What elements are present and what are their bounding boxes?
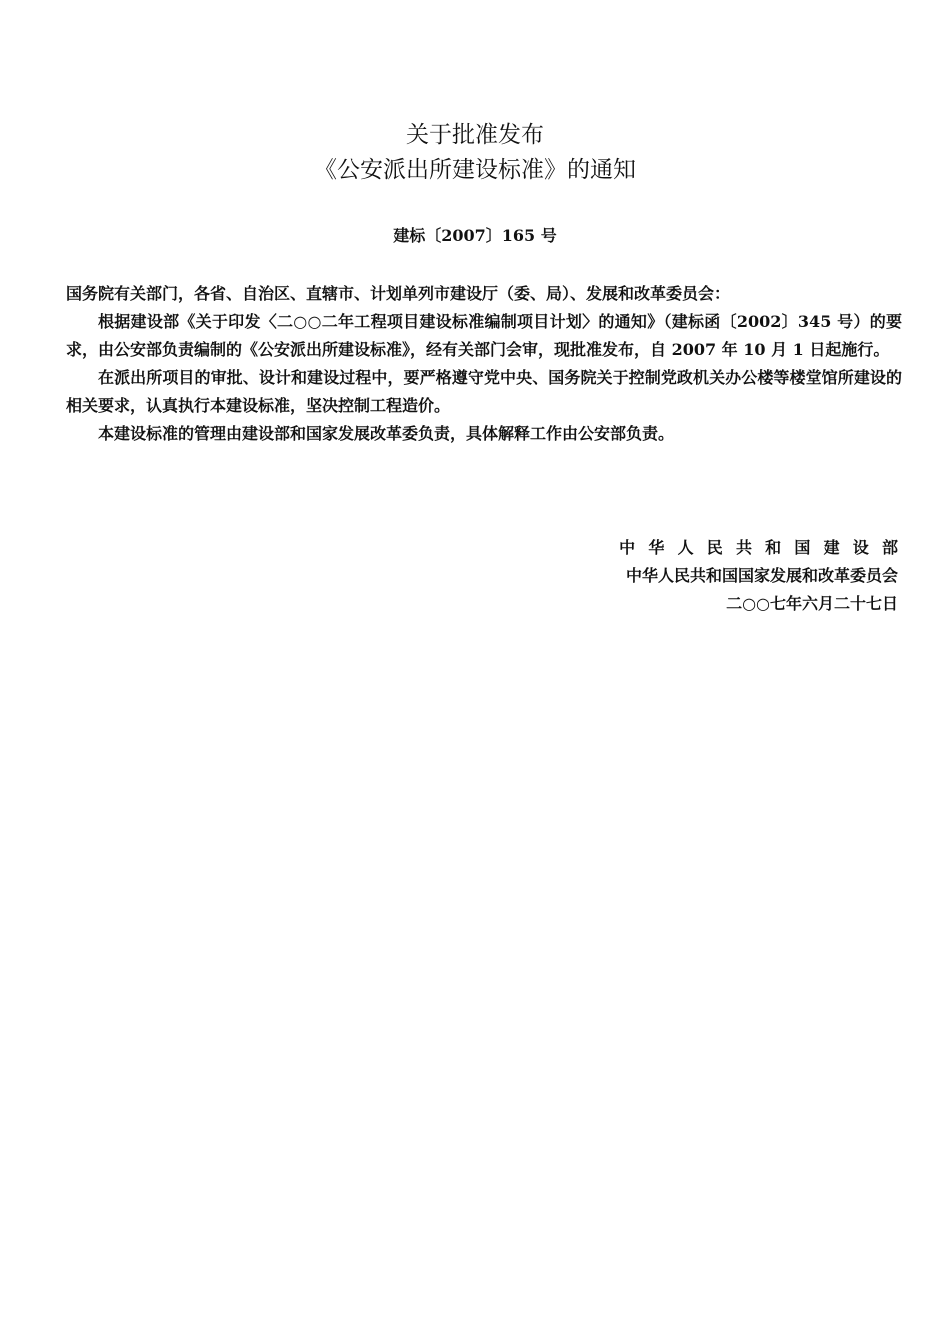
title-line-1: 关于批准发布 [406, 122, 544, 148]
paragraph-2: 在派出所项目的审批、设计和建设过程中，要严格遵守党中央、国务院关于控制党政机关办公楼等楼堂馆所建设的相关要求，认真执行本建设标准，坚决控制工程造价。 [66, 368, 902, 415]
paragraph-3: 本建设标准的管理由建设部和国家发展改革委负责，具体解释工作由公安部负责。 [98, 424, 675, 443]
paragraph-1: 根据建设部《关于印发〈二○○二年工程项目建设标准编制项目计划〉的通知》（建标函〔2002〕345 号）的要求，由公安部负责编制的《公安派出所建设标准》，经有关部门会审，现批准发布，自 2007 年 10 月 1 日起施行。 [66, 312, 902, 359]
signature-org-ndrc: 中华人民共和国国家发展和改革委员会 [625, 566, 898, 585]
salutation: 国务院有关部门，各省、自治区、直辖市、计划单列市建设厅（委、局）、发展和改革委员会： [66, 284, 731, 303]
document-body [66, 280, 902, 448]
signature-date: 二○○七年六月二十七日 [726, 594, 898, 613]
title-line-2: 《公安派出所建设标准》的通知 [314, 157, 636, 183]
signature-block [568, 534, 912, 618]
document-number: 建标〔2007〕165 号 [393, 226, 557, 245]
signature-org-ministry-of-construction: 中华人民共和国建设部 [619, 538, 912, 557]
